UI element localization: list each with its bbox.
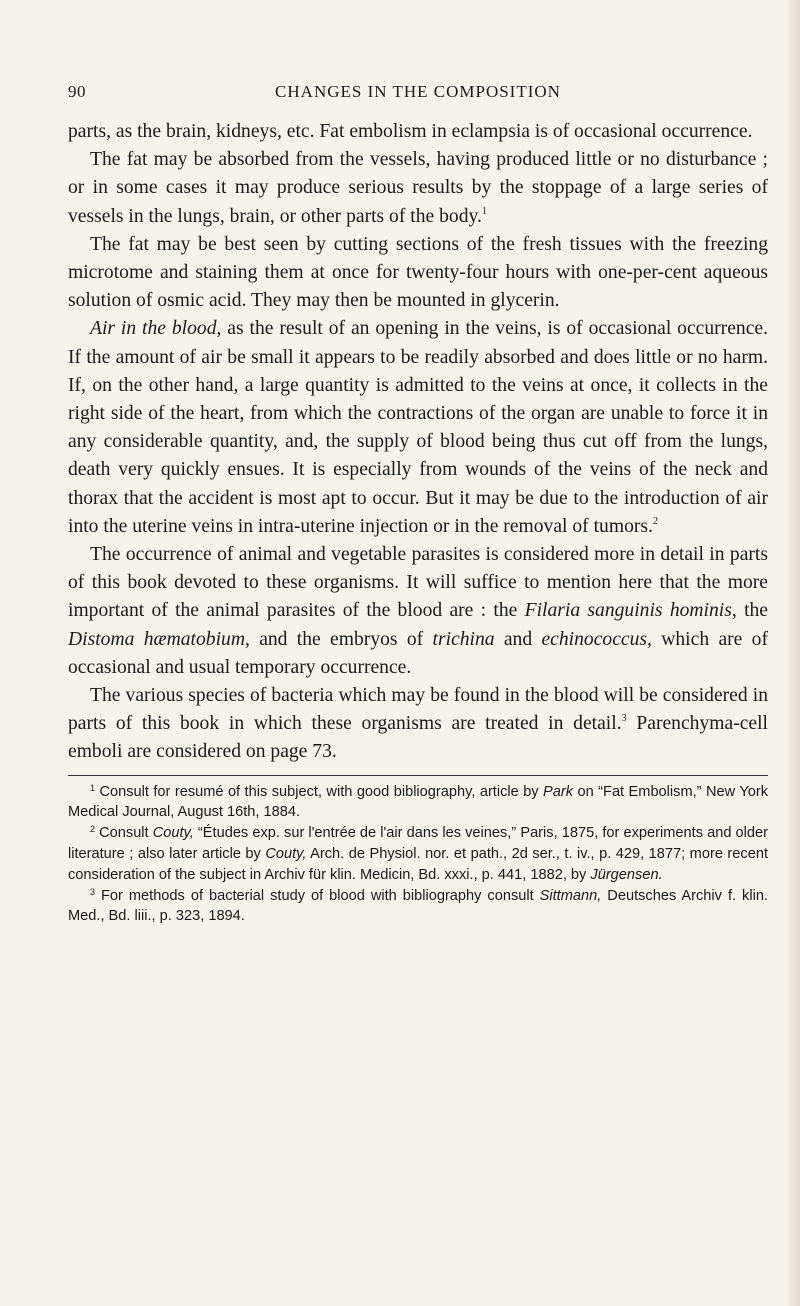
paragraph-6	[68, 682, 768, 767]
page-edge-shading	[786, 0, 800, 1306]
page-number: 90	[68, 82, 86, 101]
page-header	[68, 82, 768, 108]
footnote-2-number: 2	[90, 824, 96, 835]
footnote-3-text-a: For methods of bacterial study of blood with bibliography consult	[95, 887, 540, 904]
paragraph-5-text-e: which are of occasional and usual temporary occurrence.	[68, 628, 768, 678]
footnote-2	[68, 823, 768, 885]
paragraph-3	[68, 231, 768, 316]
footnote-3-text-b: Deutsches Archiv f. klin. Med., Bd. liii., p. 323, 1894.	[68, 887, 768, 925]
footnote-ref-3: 3	[621, 713, 627, 725]
footnote-divider	[68, 775, 768, 776]
book-page	[68, 82, 768, 927]
trichina-term: trichina	[432, 628, 495, 650]
paragraph-6-text-a: The various species of bacteria which may be found in the blood will be considered in parts of this book in which these organisms are treated in detail.	[68, 685, 768, 735]
paragraph-5-text-b: the	[736, 600, 769, 622]
paragraph-4-text: as the result of an opening in the veins, is of occasional occurrence. If the amount of air be small it appears to be readily absorbed and does little or no harm. If, on the other hand, a large quantity is admitted to the veins at once, it collects in the right side of the heart, from which the contractions of the organ are unable to force it in any considerable quantity, and, the supply of blood being thus cut off from the lungs, death very quickly ensues. It is especially from wounds of the veins of the neck and thorax that the accident is most apt to occur. But it may be due to the introduction of air into the uterine veins in intra-uterine injection or in the removal of tumors.	[68, 318, 768, 537]
paragraph-2	[68, 146, 768, 231]
footnote-1-text-b: on “Fat Embolism,” New York Medical Journal, August 16th, 1884.	[68, 783, 768, 821]
footnote-2-author: Couty,	[152, 825, 194, 842]
paragraph-5-text-a: The occurrence of animal and vegetable parasites is considered more in detail in parts of this book devoted to these organisms. It will suffice to mention here that the more important of the animal parasites of the blood are : the	[68, 544, 768, 622]
paragraph-1	[68, 118, 768, 146]
paragraph-5-text-d: and	[494, 628, 542, 650]
footnote-ref-2: 2	[652, 515, 658, 527]
footnotes	[68, 782, 768, 928]
paragraph-1-text: parts, as the brain, kidneys, etc. Fat embolism in eclampsia is of occasional occurrence.	[68, 121, 753, 142]
body-text	[68, 118, 768, 767]
footnote-1-text-a: Consult for resumé of this subject, with good bibliography, article by	[95, 783, 544, 800]
footnote-2-text-c: Arch. de Physiol. nor. et path., 2d ser., t. iv., p. 429, 1877; more recent consideration of the subject in Archiv für klin. Medicin, Bd. xxxi., p. 441, 1882, by	[68, 846, 768, 883]
footnote-1-number: 1	[90, 782, 96, 793]
footnote-2-text-b: “Études exp. sur l'entrée de l'air dans les veines,” Paris, 1875, for experiments and older literature ; also later article by	[68, 825, 769, 863]
paragraph-2-text: The fat may be absorbed from the vessels, having produced little or no disturbance ; or in some cases it may produce serious results by the stoppage of a large series of vessels in the lungs, brain, or other parts of the body.	[68, 149, 768, 227]
footnote-3-number: 3	[90, 886, 96, 897]
paragraph-5	[68, 541, 768, 682]
footnote-ref-1: 1	[481, 205, 487, 217]
air-in-blood-heading: Air in the blood,	[90, 318, 222, 340]
footnote-2-text-a: Consult	[95, 825, 153, 842]
footnote-3-author: Sittmann,	[539, 887, 602, 904]
paragraph-6-text-b: Parenchyma-cell emboli are considered on page 73.	[68, 713, 769, 763]
running-title: CHANGES IN THE COMPOSITION	[275, 82, 561, 101]
filaria-term: Filaria sanguinis hominis,	[524, 600, 737, 622]
paragraph-5-text-c: and the embryos of	[249, 628, 433, 650]
footnote-3	[68, 886, 768, 928]
footnote-1	[68, 782, 768, 824]
footnote-2-author-2: Couty,	[265, 846, 307, 863]
footnote-1-author: Park	[543, 783, 574, 800]
paragraph-4	[68, 315, 768, 541]
echinococcus-term: echinococcus,	[541, 628, 652, 650]
paragraph-3-text: The fat may be best seen by cutting sections of the fresh tissues with the freezing microtome and staining them at once for twenty-four hours with one-per-cent aqueous solution of osmic acid. They may then be mounted in glycerin.	[68, 233, 768, 312]
footnote-2-author-3: Jürgensen.	[590, 866, 663, 883]
distoma-term: Distoma hæmatobium,	[68, 628, 250, 650]
